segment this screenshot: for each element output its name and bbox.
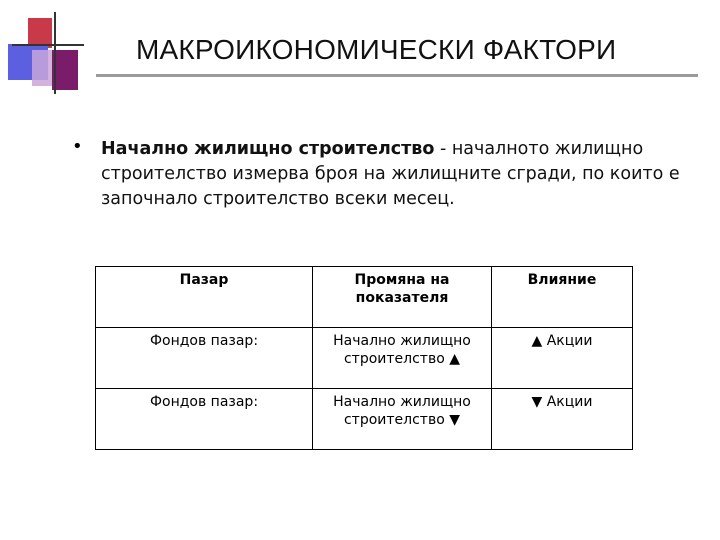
logo-horizontal-line — [12, 44, 84, 46]
title-underline — [96, 74, 698, 77]
table-row — [96, 328, 633, 389]
table-header-row — [96, 267, 633, 328]
table-header-cell: Влияние — [492, 267, 633, 328]
table-cell: Начално жилищно строителство ▲ — [313, 328, 492, 389]
indicator-table — [95, 266, 633, 450]
table-cell: Начално жилищно строителство ▼ — [313, 389, 492, 450]
table-cell: Фондов пазар: — [96, 389, 313, 450]
definition-paragraph — [101, 137, 691, 212]
table-header-cell: Промяна на показателя — [313, 267, 492, 328]
table-cell: Фондов пазар: — [96, 328, 313, 389]
definition-term: Начално жилищно строителство — [101, 139, 435, 159]
logo-vertical-line — [54, 12, 56, 94]
page-title: МАКРОИКОНОМИЧЕСКИ ФАКТОРИ — [136, 34, 617, 65]
table-row — [96, 389, 633, 450]
slide-logo-decoration — [0, 0, 110, 100]
logo-lilac-square — [32, 50, 52, 86]
table-header-cell: Пазар — [96, 267, 313, 328]
table-cell: ▲ Акции — [492, 328, 633, 389]
table-cell: ▼ Акции — [492, 389, 633, 450]
definition-text: - началното жилищно строителство измерва броя на жилищните сгради, по които е започнало строителство всеки месец. — [101, 139, 680, 209]
bullet-icon: • — [72, 136, 83, 157]
